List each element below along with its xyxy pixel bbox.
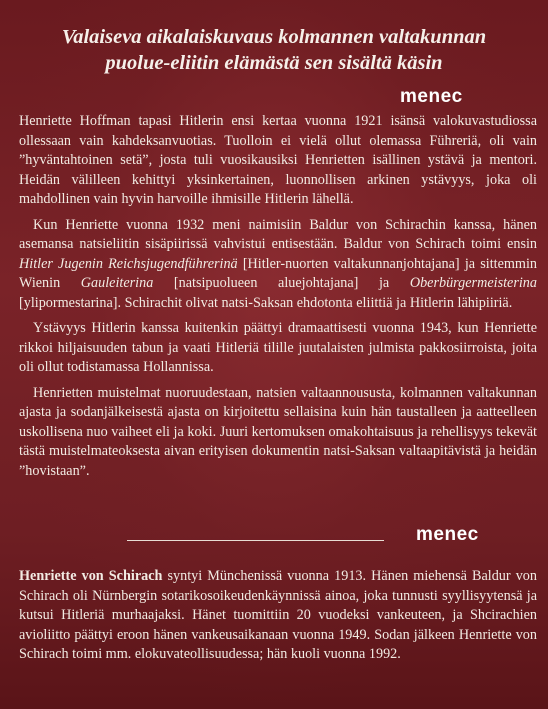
paragraph-text: [ylipormestarina]. Schirachit olivat natsi-Saksan ehdotonta eliittiä ja Hitlerin lähipiiriä. [19, 294, 513, 311]
paragraph-text: [Hitler-nuorten valtakunnanjohtajana] ja sittemmin Wienin [19, 255, 537, 291]
blurb-text [19, 112, 537, 487]
italic-term: Gauleiterina [80, 275, 154, 291]
author-bio [19, 567, 537, 671]
headline-line-2: puolue-eliitin elämästä sen sisältä käsin [105, 52, 443, 74]
watermark: menec [400, 86, 463, 107]
italic-term: Hitler Jugenin Reichsjugendführerinä [19, 255, 238, 272]
headline-line-1: Valaiseva aikalaiskuvaus kolmannen valtakunnan [61, 26, 487, 48]
bio-paragraph [19, 567, 537, 665]
watermark: menec [416, 524, 479, 545]
blurb-paragraph [19, 384, 537, 482]
paragraph-text: [natsipuolueen aluejohtajana] ja [153, 275, 410, 291]
paragraph-text: Kun Henriette vuonna 1932 meni naimisiin Baldur von Schirachin kanssa, hänen asemansa natsieliitin sisäpiirissä vahvistui entisestään. Baldur von Schirach toimi ensin [19, 216, 537, 252]
divider-rule [127, 540, 384, 541]
italic-term: Oberbürgermeisterina [409, 275, 537, 291]
bio-text: syntyi Münchenissä vuonna 1913. Hänen miehensä Baldur von Schirach oli Nürnbergin sotarikosoikeudenkäynnissä ainoa, joka tunnusti syyllisyytensä ja kutsui Hitleriä murhaajaksi. Hänet tuomittiin 20 vuodeksi vankeuteen, ja Shcirachien avioliitto päättyi eroon hänen vankeusaikanaan vuonna 1949. Sodan jälkeen Henriette von Schirach toimi mm. elokuvateollisuudessa; hän kuoli vuonna 1992. [19, 568, 537, 662]
blurb-paragraph [19, 216, 537, 314]
blurb-paragraph [19, 319, 537, 378]
headline [20, 24, 528, 76]
paragraph-text: Ystävyys Hitlerin kanssa kuitenkin päättyi dramaattisesti vuonna 1943, kun Henriette rikkoi hiljaisuuden tabun ja vaati Hitleriä tilille juutalaisten julmista pakkosiirroista, joita oli ollut todistamassa Hollannissa. [19, 320, 537, 375]
author-name: Henriette von Schirach [19, 568, 163, 584]
paragraph-text: Henriette Hoffman tapasi Hitlerin ensi kertaa vuonna 1921 isänsä valokuvastudiossa ollessaan vain kahdeksanvuotias. Tuolloin ei vielä ollut olemassa Führeriä, oli vain ”hyväntahtoinen setä”, josta tuli vuosikausiksi Henrietten isällinen ystävä ja mentori. Heidän välilleen kehittyi yksinkertainen, luonnollisen arkinen ystävyys, joka oli mahdollinen vain hyvin harvoille ihmisille Hitlerin lähellä. [19, 113, 537, 207]
paragraph-text: Henrietten muistelmat nuoruudestaan, natsien valtaannoususta, kolmannen valtakunnan ajasta ja sodanjälkeisestä ajasta on kirjoitettu sellaisina kuin hän taustalleen ja aatteelleen uskollisena nuo vaiheet eli ja koki. Juuri kertomuksen omakohtaisuus ja rehellisyys tekevät tästä muistelmateoksesta aivan erityisen dokumentin natsi-Saksan valtaapitävistä ja heidän ”hovistaan”. [19, 384, 537, 479]
blurb-paragraph [19, 112, 537, 210]
